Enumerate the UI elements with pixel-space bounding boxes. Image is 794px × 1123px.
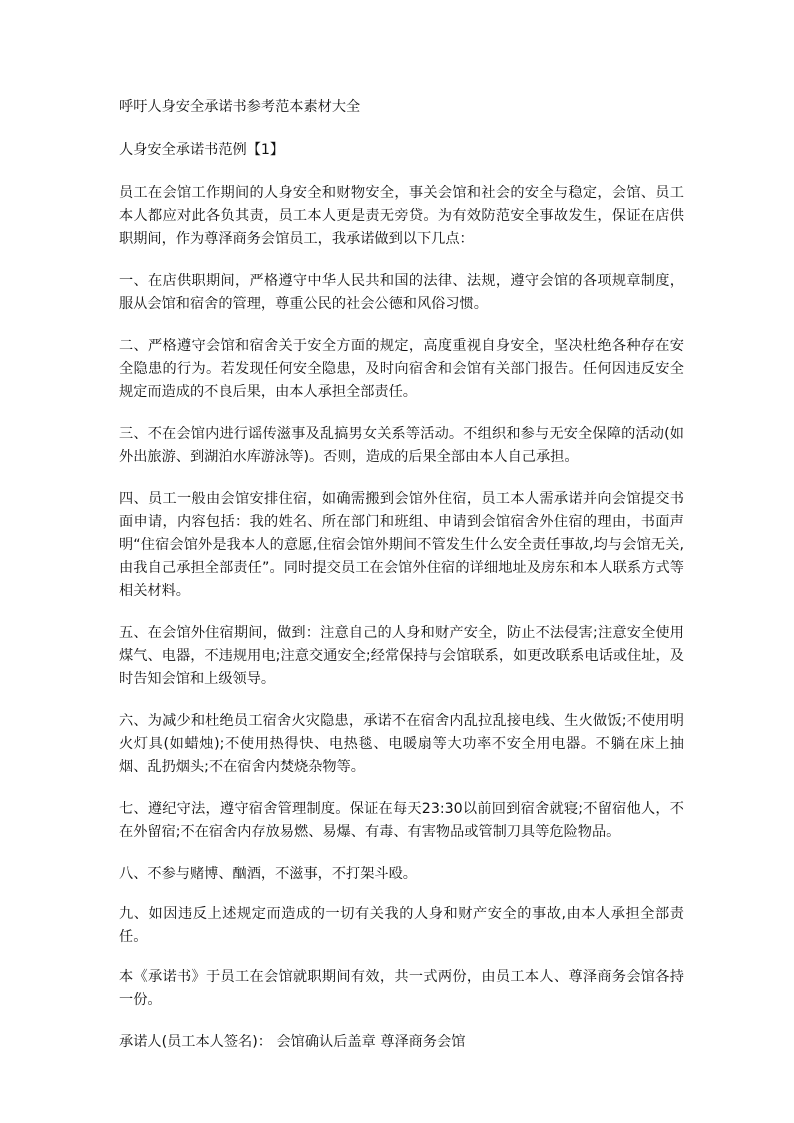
document-body bbox=[119, 96, 684, 1054]
validity-paragraph: 本《承诺书》于员工在会馆就职期间有效，共一式两份，由员工本人、尊泽商务会馆各持一份。 bbox=[119, 969, 684, 1008]
clause-2: 二、严格遵守会馆和宿舍关于安全方面的规定，高度重视自身安全，坚决杜绝各种存在安全隐患的行为。若发现任何安全隐患，及时向宿舍和会馆有关部门报告。任何因违反安全规定而造成的不良后果，由本人承担全部责任。 bbox=[119, 338, 684, 400]
clause-5: 五、在会馆外住宿期间，做到：注意自己的人身和财产安全，防止不法侵害;注意安全使用煤气、电器，不违规用电;注意交通安全;经常保持与会馆联系，如更改联系电话或住址，及时告知会馆和上级领导。 bbox=[119, 625, 684, 687]
clause-6: 六、为减少和杜绝员工宿舍火灾隐患，承诺不在宿舍内乱拉乱接电线、生火做饭;不使用明火灯具(如蜡烛);不使用热得快、电热毯、电暖扇等大功率不安全用电器。不躺在床上抽烟、乱扔烟头;不在宿舍内焚烧杂物等。 bbox=[119, 713, 684, 775]
clause-4: 四、员工一般由会馆安排住宿，如确需搬到会馆外住宿，员工本人需承诺并向会馆提交书面申请，内容包括：我的姓名、所在部门和班组、申请到会馆宿舍外住宿的理由，书面声明“住宿会馆外是我本人的意愿,住宿会馆外期间不管发生什么安全责任事故,均与会馆无关,由我自己承担全部责任”。同时提交员工在会馆外住宿的详细地址及房东和本人联系方式等相关材料。 bbox=[119, 491, 684, 599]
clause-3: 三、不在会馆内进行谣传滋事及乱搞男女关系等活动。不组织和参与无安全保障的活动(如外出旅游、到湖泊水库游泳等)。否则，造成的后果全部由本人自己承担。 bbox=[119, 426, 684, 465]
clause-9: 九、如因违反上述规定而造成的一切有关我的人身和财产安全的事故,由本人承担全部责任。 bbox=[119, 906, 684, 945]
document-title: 呼吁人身安全承诺书参考范本素材大全 bbox=[119, 99, 361, 115]
intro-paragraph: 员工在会馆工作期间的人身安全和财物安全，事关会馆和社会的安全与稳定，会馆、员工本人都应对此各负其责，员工本人更是责无旁贷。为有效防范安全事故发生，保证在店供职期间，作为尊泽商务会馆员工，我承诺做到以下几点： bbox=[119, 185, 684, 247]
clause-1: 一、在店供职期间，严格遵守中华人民共和国的法律、法规，遵守会馆的各项规章制度，服从会馆和宿舍的管理，尊重公民的社会公德和风俗习惯。 bbox=[119, 273, 684, 312]
clause-8: 八、不参与赌博、酗酒，不滋事，不打架斗殴。 bbox=[119, 866, 417, 882]
clause-7: 七、遵纪守法，遵守宿舍管理制度。保证在每天23:30以前回到宿舍就寝;不留宿他人，不在外留宿;不在宿舍内存放易燃、易爆、有毒、有害物品或管制刀具等危险物品。 bbox=[119, 801, 684, 840]
section-heading: 人身安全承诺书范例【1】 bbox=[119, 142, 285, 158]
signature-line: 承诺人(员工本人签名)： 会馆确认后盖章 尊泽商务会馆 bbox=[119, 1034, 466, 1050]
